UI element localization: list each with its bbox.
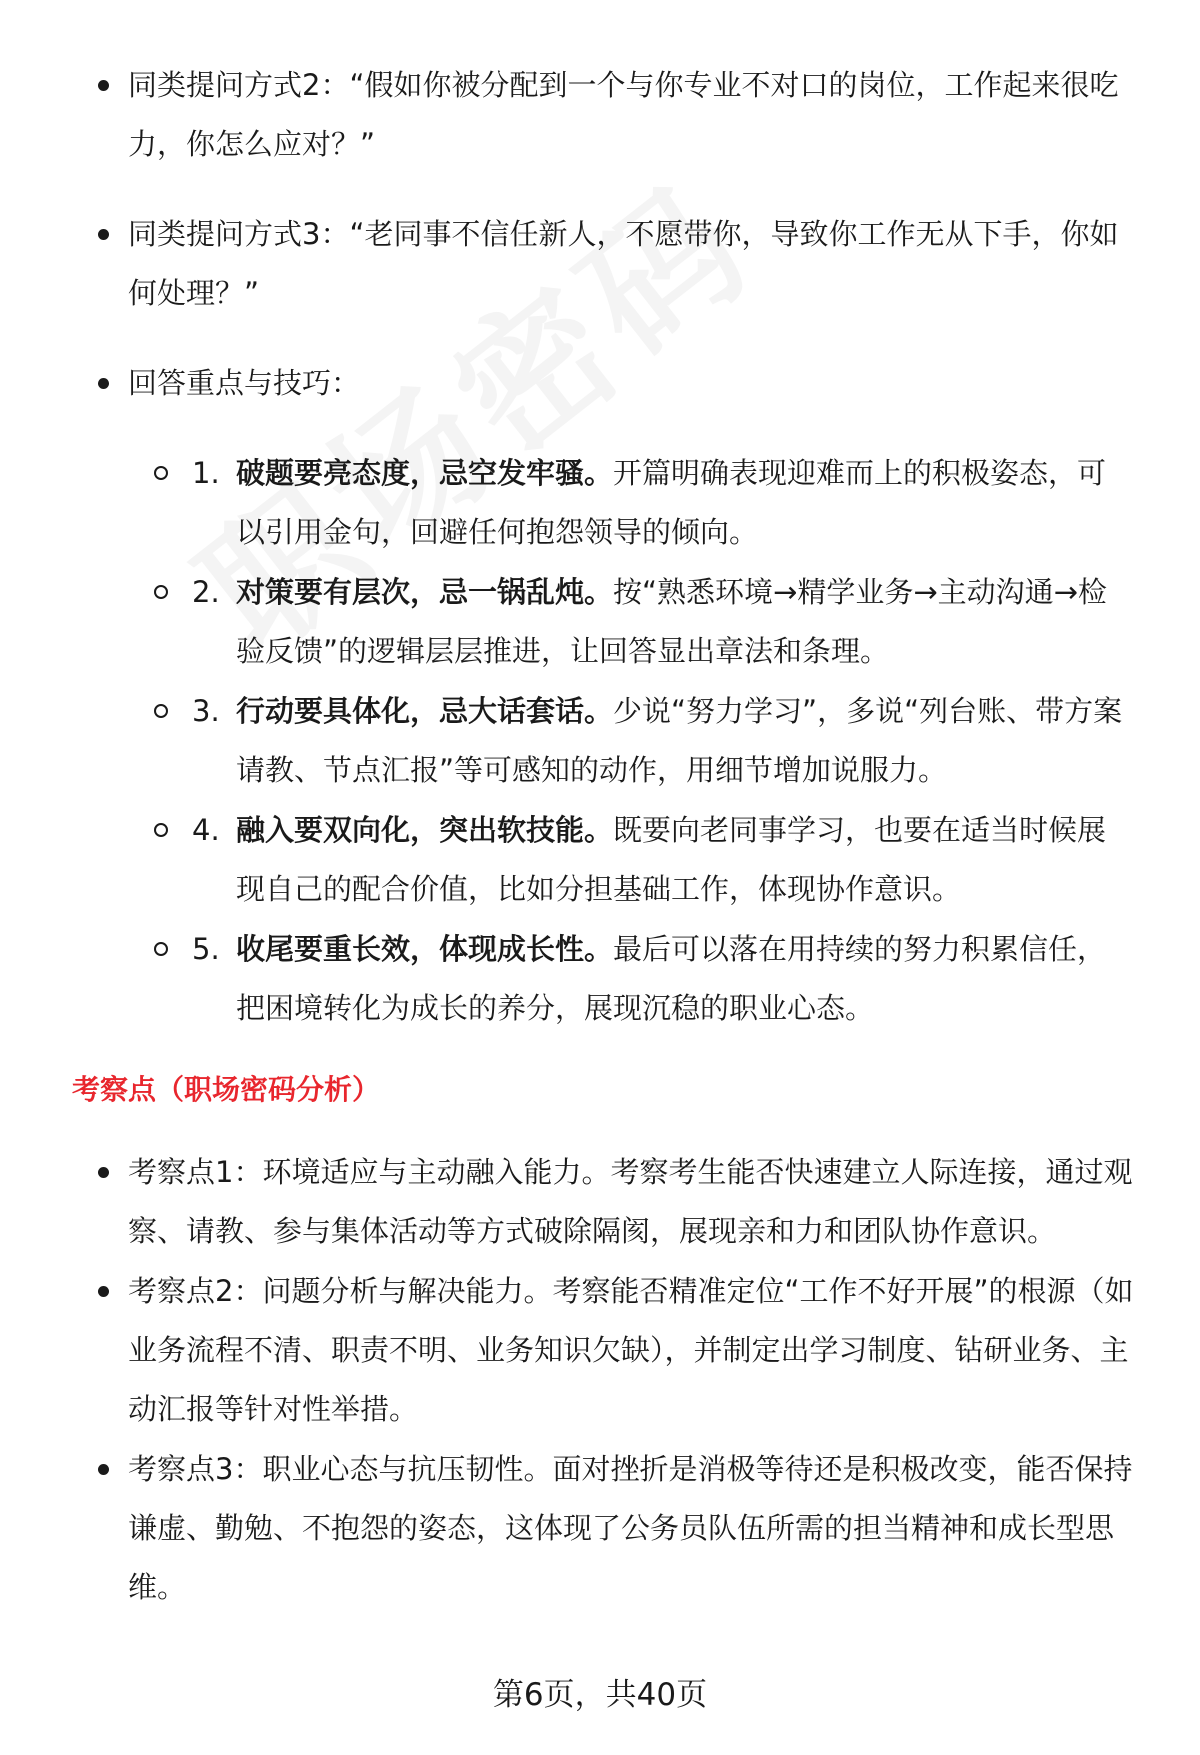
tip-number: 5.: [192, 932, 220, 966]
tip-text: 既要向老同事学习，也要在适当时候展现自己的配合价值，比如分担基础工作，体现协作意识。: [236, 813, 1107, 906]
bullet-question-2: [128, 56, 1138, 174]
tip-bold-text: 行动要具体化，忌大话套话。: [236, 694, 614, 728]
hollow-bullet-icon: [154, 942, 168, 956]
bullet-text: 同类提问方式2：“假如你被分配到一个与你专业不对口的岗位，工作起来很吃力，你怎么应对？”: [128, 68, 1119, 161]
point-text: 考察点1：环境适应与主动融入能力。考察考生能否快速建立人际连接，通过观察、请教、参与集体活动等方式破除隔阂，展现亲和力和团队协作意识。: [128, 1155, 1133, 1248]
tip-text: 按“熟悉环境→精学业务→主动沟通→检验反馈”的逻辑层层推进，让回答显出章法和条理。: [236, 575, 1107, 668]
tip-number: 1.: [192, 456, 220, 490]
page-number-footer: 第6页，共40页: [492, 1677, 708, 1713]
section-heading: 考察点（职场密码分析）: [72, 1073, 381, 1106]
tip-text: 开篇明确表现迎难而上的积极姿态，可以引用金句，回避任何抱怨领导的倾向。: [236, 456, 1107, 549]
point-item-1: [128, 1143, 1138, 1261]
bullet-question-3: [128, 205, 1138, 323]
tip-item-1: [192, 444, 1131, 562]
tip-bold-text: 收尾要重长效，体现成长性。: [236, 932, 614, 966]
tip-text: 少说“努力学习”，多说“列台账、带方案请教、节点汇报”等可感知的动作，用细节增加说服力。: [236, 694, 1123, 787]
bullet-answer-tips: [128, 354, 1138, 413]
tip-bold-text: 对策要有层次，忌一锅乱炖。: [236, 575, 614, 609]
point-text: 考察点2：问题分析与解决能力。考察能否精准定位“工作不好开展”的根源（如业务流程不清、职责不明、业务知识欠缺），并制定出学习制度、钻研业务、主动汇报等针对性举措。: [128, 1274, 1134, 1426]
hollow-bullet-icon: [154, 704, 168, 718]
tip-text: 最后可以落在用持续的努力积累信任，把困境转化为成长的养分，展现沉稳的职业心态。: [236, 932, 1107, 1025]
tip-item-2: [192, 563, 1131, 681]
point-item-2: [128, 1262, 1138, 1439]
tip-number: 3.: [192, 694, 220, 728]
hollow-bullet-icon: [154, 585, 168, 599]
tip-item-4: [192, 801, 1131, 919]
hollow-bullet-icon: [154, 823, 168, 837]
bullet-text: 回答重点与技巧：: [128, 366, 361, 400]
tip-item-5: [192, 920, 1131, 1038]
tip-bold-text: 融入要双向化，突出软技能。: [236, 813, 614, 847]
point-text: 考察点3：职业心态与抗压韧性。面对挫折是消极等待还是积极改变，能否保持谦虚、勤勉、不抱怨的姿态，这体现了公务员队伍所需的担当精神和成长型思维。: [128, 1452, 1133, 1604]
hollow-bullet-icon: [154, 466, 168, 480]
tip-bold-text: 破题要亮态度，忌空发牢骚。: [236, 456, 614, 490]
bullet-text: 同类提问方式3：“老同事不信任新人，不愿带你，导致你工作无从下手，你如何处理？”: [128, 217, 1119, 310]
point-item-3: [128, 1440, 1138, 1617]
tip-number: 2.: [192, 575, 220, 609]
tip-item-3: [192, 682, 1131, 800]
tip-number: 4.: [192, 813, 220, 847]
